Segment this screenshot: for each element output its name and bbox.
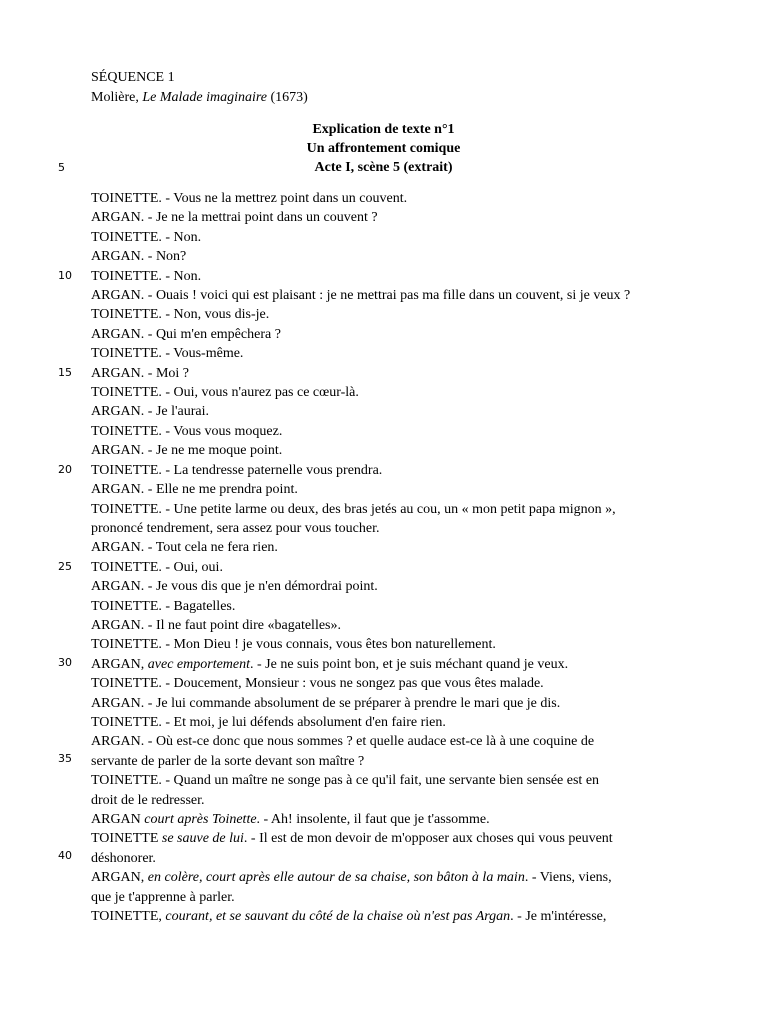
dialogue-line: ARGAN. - Je ne me moque point. [91, 443, 283, 459]
dialogue-line: ARGAN. - Je vous dis que je n'en démordrai point. [91, 579, 378, 595]
stage-direction: courant, et se sauvant du côté de la chaise où n'est pas Argan [165, 909, 511, 925]
work-year: (1673) [267, 89, 308, 105]
stage-direction: avec emportement [147, 656, 251, 672]
dialogue-line: ARGAN. - Non? [91, 249, 187, 265]
dialogue-line [91, 655, 676, 674]
dialogue-line: TOINETTE. - Oui, vous n'aurez pas ce cœur-là. [91, 385, 359, 401]
dialogue-line: ARGAN. - Tout cela ne fera rien. [91, 540, 278, 556]
dialogue-line: TOINETTE. - La tendresse paternelle vous prendra. [91, 462, 383, 478]
dialogue-line [91, 810, 676, 829]
section-titles [91, 120, 676, 177]
dialogue-line: servante de parler de la sorte devant son maître ? [91, 753, 365, 769]
dialogue-speech: . - Il est de mon devoir de m'opposer aux choses qui vous peuvent [243, 831, 613, 847]
line-number: 20 [58, 463, 72, 476]
stage-direction: en colère, court après elle autour de sa chaise, son bâton à la main [147, 870, 525, 886]
stage-direction: court après Toinette [144, 812, 257, 827]
dialogue-speech: . - Je ne suis point bon, et je suis méchant quand je veux. [250, 656, 569, 672]
dialogue-line: TOINETTE. - Mon Dieu ! je vous connais, vous êtes bon naturellement. [91, 637, 496, 653]
author-name: Molière, [91, 89, 143, 105]
line-number: 35 [58, 752, 72, 765]
title-acte-scene: Acte I, scène 5 (extrait) [314, 160, 453, 175]
dialogue-line: ARGAN. - Elle ne me prendra point. [91, 482, 298, 498]
line-number: 30 [58, 656, 72, 669]
stage-direction: se sauve de lui [161, 831, 244, 847]
dialogue-line [91, 907, 676, 926]
dialogue-line [91, 829, 676, 848]
dialogue-line: TOINETTE. - Vous-même. [91, 346, 244, 362]
dialogue-line: droit de le redresser. [91, 792, 205, 808]
dialogue-line: ARGAN. - Je ne la mettrai point dans un couvent ? [91, 210, 378, 226]
dialogue-line: TOINETTE. - Vous vous moquez. [91, 423, 283, 439]
dialogue-line: prononcé tendrement, sera assez pour vous toucher. [91, 520, 380, 536]
speaker-name: TOINETTE [91, 831, 162, 847]
work-title: Le Malade imaginaire [142, 89, 268, 105]
dialogue-line: TOINETTE. - Doucement, Monsieur : vous ne songez pas que vous êtes malade. [91, 676, 544, 692]
dialogue-line: TOINETTE. - Bagatelles. [91, 598, 236, 614]
speaker-name: ARGAN [91, 812, 145, 827]
speaker-name: ARGAN, [91, 870, 148, 886]
dialogue-line: ARGAN. - Ouais ! voici qui est plaisant : je ne mettrai pas ma fille dans un couvent, si je veux ? [91, 288, 631, 304]
dialogue-line: TOINETTE. - Une petite larme ou deux, des bras jetés au cou, un « mon petit papa mignon », [91, 501, 616, 517]
dialogue-line: ARGAN. - Je lui commande absolument de se préparer à prendre le mari que je dis. [91, 695, 561, 711]
dialogue-text [91, 189, 676, 926]
dialogue-line: ARGAN. - Je l'aurai. [91, 404, 209, 420]
title-affrontement: Un affrontement comique [306, 141, 461, 156]
dialogue-line: que je t'apprenne à parler. [91, 889, 235, 905]
dialogue-line: TOINETTE. - Non, vous dis-je. [91, 307, 270, 323]
dialogue-line: TOINETTE. - Non. [91, 268, 202, 284]
dialogue-speech: . - Je m'intéresse, [510, 909, 607, 925]
dialogue-line: ARGAN. - Où est-ce donc que nous sommes ? et quelle audace est-ce là à une coquine de [91, 734, 595, 750]
dialogue-line: ARGAN. - Qui m'en empêchera ? [91, 326, 281, 342]
dialogue-line: TOINETTE. - Quand un maître ne songe pas à ce qu'il fait, une servante bien sensée est en [91, 773, 600, 789]
document-header [91, 68, 308, 107]
dialogue-line [91, 868, 676, 887]
dialogue-line: TOINETTE. - Oui, oui. [91, 559, 223, 575]
dialogue-line: déshonorer. [91, 850, 156, 866]
dialogue-line: TOINETTE. - Vous ne la mettrez point dans un couvent. [91, 191, 408, 206]
sequence-label: SÉQUENCE 1 [91, 70, 175, 85]
dialogue-line: TOINETTE. - Non. [91, 229, 202, 245]
dialogue-line: ARGAN. - Il ne faut point dire «bagatelles». [91, 617, 341, 633]
line-number: 5 [58, 161, 65, 174]
title-explication: Explication de texte n°1 [312, 122, 455, 137]
dialogue-speech: . - Ah! insolente, il faut que je t'assomme. [256, 812, 490, 827]
dialogue-line: TOINETTE. - Et moi, je lui défends absolument d'en faire rien. [91, 714, 446, 730]
speaker-name: ARGAN, [91, 656, 148, 672]
dialogue-line: ARGAN. - Moi ? [91, 365, 189, 381]
dialogue-speech: . - Viens, viens, [524, 870, 612, 886]
speaker-name: TOINETTE, [91, 909, 166, 925]
line-number: 25 [58, 560, 72, 573]
line-number: 40 [58, 849, 72, 862]
line-number: 10 [58, 269, 72, 282]
line-number: 15 [58, 366, 72, 379]
work-reference [91, 88, 308, 108]
